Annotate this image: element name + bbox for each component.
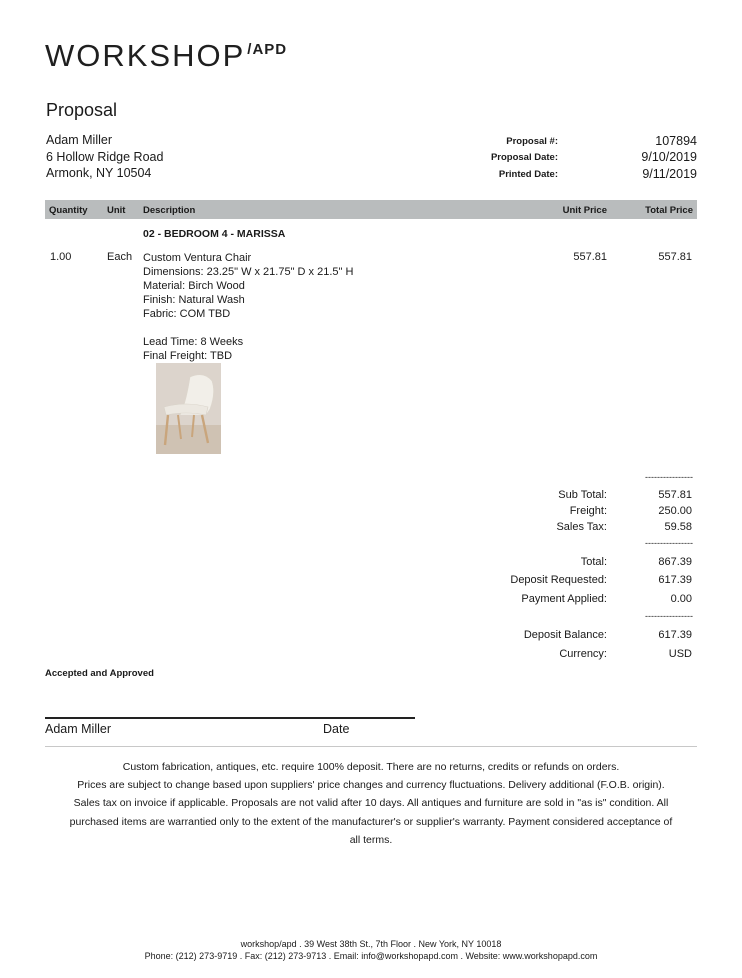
- approval-heading: Accepted and Approved: [45, 668, 154, 679]
- currency-label: Currency:: [559, 648, 607, 660]
- item-unit-price: 557.81: [573, 251, 607, 263]
- terms-line: purchased items are warrantied only to the extent of the manufacturer's or supplier's warranty. Payment considered acceptance of: [69, 815, 673, 828]
- proposal-number-label: Proposal #:: [506, 136, 558, 147]
- payment-applied-label: Payment Applied:: [521, 593, 607, 605]
- col-total-price: Total Price: [645, 205, 693, 216]
- footer-address: workshop/apd . 39 West 38th St., 7th Floor . New York, NY 10018: [240, 939, 502, 949]
- printed-date-label: Printed Date:: [498, 169, 558, 180]
- item-total-price: 557.81: [658, 251, 692, 263]
- total-label: Total:: [580, 556, 607, 568]
- signer-name: Adam Miller: [45, 722, 111, 736]
- summary-divider: ----------------: [645, 538, 693, 548]
- signature-line[interactable]: [45, 717, 415, 719]
- printed-date: 9/11/2019: [642, 167, 697, 181]
- deposit-requested-label: Deposit Requested:: [510, 574, 607, 586]
- deposit-requested-value: 617.39: [658, 574, 692, 586]
- page-footer: [45, 938, 697, 962]
- payment-applied-value: 0.00: [670, 593, 692, 605]
- sub-total-value: 557.81: [658, 489, 692, 501]
- room-section-heading: 02 - BEDROOM 4 - MARISSA: [143, 228, 286, 240]
- col-unit: Unit: [107, 205, 126, 216]
- item-unit: Each: [107, 251, 133, 263]
- signature-date-label: Date: [323, 722, 350, 736]
- terms-line: Sales tax on invoice if applicable. Proposals are not valid after 10 days. All antiques and furniture are sold in "as is" condition. All: [73, 797, 669, 810]
- sales-tax-label: Sales Tax:: [556, 521, 607, 533]
- client-street: 6 Hollow Ridge Road: [46, 150, 164, 164]
- logo-sup-text: /APD: [247, 41, 288, 58]
- terms-line: Custom fabrication, antiques, etc. require 100% deposit. There are no returns, credits or refunds on orders.: [122, 761, 620, 773]
- divider-line: [45, 746, 697, 747]
- currency-value: USD: [668, 648, 692, 660]
- proposal-date-label: Proposal Date:: [490, 152, 558, 163]
- sub-total-label: Sub Total:: [558, 489, 607, 501]
- proposal-date: 9/10/2019: [641, 150, 697, 164]
- terms-block: [45, 758, 697, 849]
- item-dimensions: Dimensions: 23.25" W x 21.75" D x 21.5" H: [143, 266, 354, 278]
- summary-divider: ----------------: [645, 472, 693, 482]
- deposit-balance-value: 617.39: [658, 629, 692, 641]
- total-value: 867.39: [658, 556, 692, 568]
- item-fabric: Fabric: COM TBD: [143, 308, 231, 320]
- summary-divider: ----------------: [645, 611, 693, 621]
- company-logo: [45, 38, 287, 74]
- sales-tax-value: 59.58: [664, 521, 692, 533]
- col-quantity: Quantity: [49, 205, 88, 216]
- client-city: Armonk, NY 10504: [46, 166, 152, 180]
- client-name: Adam Miller: [46, 133, 112, 147]
- item-lead-time: Lead Time: 8 Weeks: [143, 336, 244, 348]
- item-name: Custom Ventura Chair: [143, 252, 252, 264]
- freight-value: 250.00: [658, 505, 692, 517]
- footer-contact: Phone: (212) 273-9719 . Fax: (212) 273-9713 . Email: info@workshopapd.com . Website: www.workshopapd.com: [144, 951, 598, 961]
- terms-line: Prices are subject to change based upon suppliers' price changes and currency fluctuations. Delivery additional (F.O.B. origin).: [77, 779, 665, 792]
- item-quantity: 1.00: [50, 251, 72, 263]
- logo-main-text: WORKSHOP: [45, 38, 246, 73]
- col-description: Description: [143, 205, 196, 216]
- chair-photo: [156, 363, 221, 454]
- deposit-balance-label: Deposit Balance:: [523, 629, 607, 641]
- terms-line: all terms.: [349, 833, 393, 846]
- item-freight: Final Freight: TBD: [143, 350, 233, 362]
- proposal-number: 107894: [655, 134, 697, 148]
- col-unit-price: Unit Price: [562, 205, 607, 216]
- item-finish: Finish: Natural Wash: [143, 294, 245, 306]
- document-title: Proposal: [46, 100, 118, 120]
- freight-label: Freight:: [569, 505, 607, 517]
- item-material: Material: Birch Wood: [143, 280, 245, 292]
